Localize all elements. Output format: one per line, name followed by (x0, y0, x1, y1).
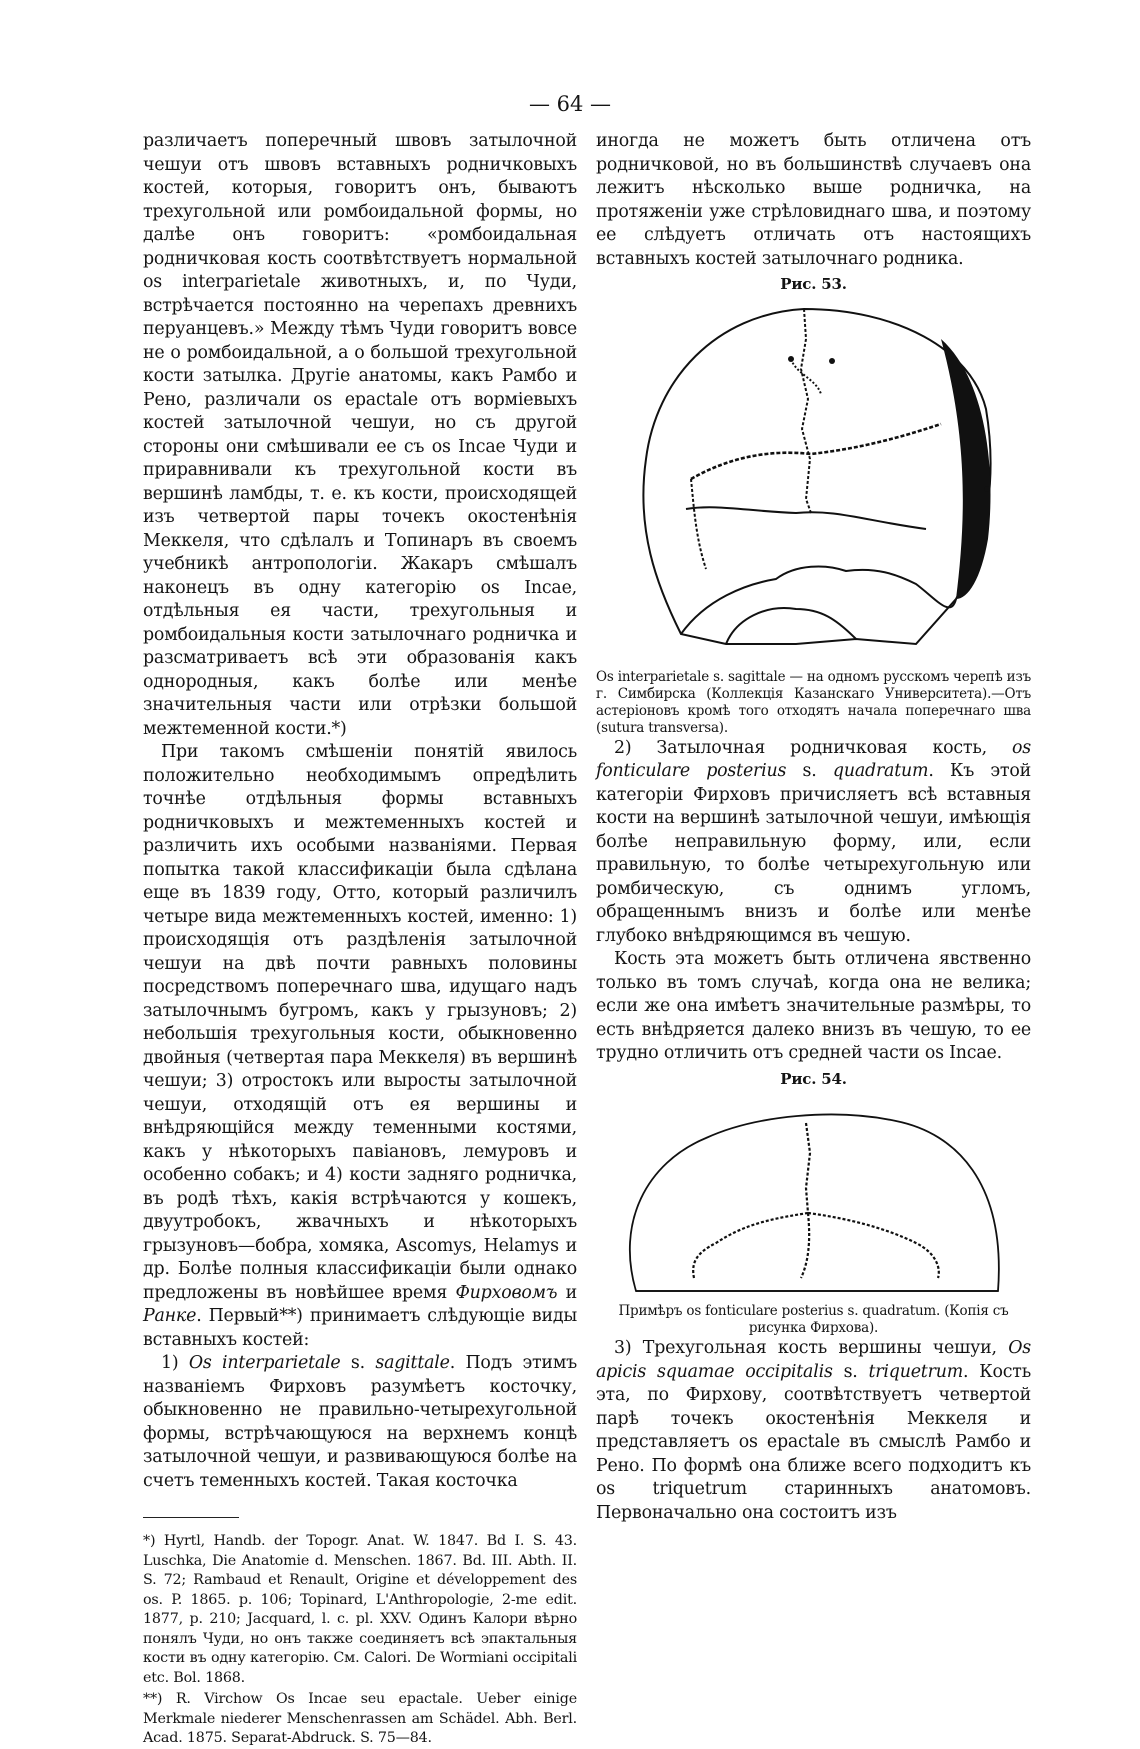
ranke-name: Ранке (143, 1306, 197, 1326)
figure-53-caption: Os interparietale s. sagittale — на одномъ русскомъ черепѣ изъ г. Симбирска (Коллекція Казанскаго Университета).—Отъ астеріоновъ кромѣ того отходятъ начала поперечнаго шва (sutura transversa). (596, 668, 1031, 736)
figure-53-label: Рис. 53. (780, 275, 847, 293)
figure-54-caption: Примѣръ os fonticulare posterius s. quadratum. (Копія съ рисунка Фирхова). (618, 1303, 1009, 1336)
left-paragraph-2: При такомъ смѣшеніи понятій явилось положительно необходимымъ опредѣлить точнѣе отдѣльныя формы вставныхъ родничковыхъ и межтеменныхъ костей и различить ихъ особыми названіями. Первая попытка такой классификаціи была сдѣлана еще въ 1839 году, Отто, который различилъ четыре вида межтеменныхъ костей, именно: 1) происходящія отъ раздѣленія затылочной чешуи на двѣ почти равныхъ половины посредствомъ поперечнаго шва, идущаго надъ затылочнымъ бугромъ, какъ у грызуновъ; 2) небольшія трехугольныя кости, обыкновенно двойныя (четвертая пара Меккеля) въ вершинѣ чешуи; 3) отростокъ или выросты затылочной чешуи, отходящій отъ ея вершины и внѣдряющійся между теменными костями, какъ у нѣкоторыхъ павіановъ, лемуровъ и особенно собакъ; и 4) кости задняго родничка, въ родѣ тѣхъ, какія встрѣчаются у кошекъ, двуутробокъ, жвачныхъ и нѣкоторыхъ грызуновъ—бобра, хомяка, Ascomys, Helamys и др. Болѣе полныя классификаціи были однако предложены въ новѣйшее время Фирховомъ и Ранке. Первый**) принимаетъ слѣдующіе виды вставныхъ костей: (143, 742, 577, 1350)
right-column (596, 130, 1031, 1525)
footnote-divider (143, 1517, 239, 1518)
figure-54-label: Рис. 54. (780, 1069, 847, 1088)
right-paragraph-3: Кость эта можетъ быть отличена явственно только въ томъ случаѣ, когда она не велика; если же она имѣетъ значительные размѣры, то есть внѣдряется далеко внизъ въ чешую, то ее трудно отличить отъ средней части os Incae. (596, 949, 1031, 1063)
left-paragraph-3: 1) Os interparietale s. sagittale. Подъ этимъ названіемъ Фирховъ разумѣетъ косточку, обыкновенно не правильно-четырехугольной формы, встрѣчающуюся на верхнемъ концѣ затылочной чешуи, и развивающуюся болѣе на счетъ теменныхъ костей. Такая косточка (143, 1353, 578, 1491)
right-paragraph-1: иногда не можетъ быть отличена отъ родничковой, но въ большинствѣ случаевъ она лежитъ нѣсколько выше родничка, на протяженіи уже стрѣловиднаго шва, и поэтому ее слѣдуетъ отличать отъ настоящихъ вставныхъ костей затылочнаго родника. (596, 131, 1031, 269)
left-paragraph-1: различаетъ поперечный швовъ затылочной чешуи отъ швовъ вставныхъ родничковыхъ костей, которыя, говоритъ онъ, бываютъ трехугольной или ромбоидальной формы, но далѣе онъ говоритъ: «ромбоидальная родничковая кость соотвѣтствуетъ нормальной os interparietale животныхъ, и, по Чуди, встрѣчается постоянно на черепахъ древнихъ перуанцевъ.» Между тѣмъ Чуди говоритъ вовсе не о ромбоидальной, а о большой трехугольной кости затылка. Другіе анатомы, какъ Рамбо и Рено, различали os epactale отъ ворміевыхъ костей затылочной чешуи, но съ другой стороны они смѣшивали ее съ os Incae Чуди и приравнивали къ трехугольной кости въ вершинѣ ламбды, т. е. къ кости, происходящей изъ четвертой пары точекъ окостенѣнія Меккеля, что сдѣлалъ и Топинаръ въ своемъ учебникѣ антропологіи. Жакаръ смѣшалъ наконецъ въ одну категорію os Incae, отдѣльныя ея части, трехугольныя и ромбоидальныя кости затылочнаго родничка и разсматриваетъ всѣ эти образованія какъ однородныя, какъ болѣе или менѣе значительныя части или отрѣзки большой межтеменной кости.*) (143, 131, 577, 739)
figure-53-skull-illustration (596, 299, 1031, 669)
right-paragraph-2: 2) Затылочная родничковая кость, os fonticulare posterius s. quadratum. Къ этой категоріи Фирховъ причисляетъ всѣ вставныя кости на вершинѣ затылочной чешуи, имѣющія болѣе неправильную форму, или, если правильную, то болѣе четырехугольную или ромбическую, съ однимъ угломъ, обращеннымъ внизъ и болѣе или менѣе глубоко внѣдряющимся въ чешую. (596, 737, 1031, 946)
left-column (143, 130, 577, 1749)
footnote-2: **) R. Virchow Os Incae seu epactale. Ueber einige Merkmale niederer Menschenrassen am Schädel. Abh. Berl. Acad. 1875. Separat-Abdruck. S. 75—84. (143, 1691, 577, 1746)
figure-54-bone-diagram (596, 1093, 1031, 1303)
page-number: — 64 — (528, 92, 612, 116)
right-paragraph-4: 3) Трехугольная кость вершины чешуи, Os apicis squamae occipitalis s. triquetrum. Кость эта, по Фирхову, соотвѣтствуетъ четвертой парѣ точекъ окостенѣнія Меккеля и представляетъ os epactale въ смыслѣ Рамбо и Рено. По формѣ она ближе всего подходитъ къ os triquetrum старинныхъ анатомовъ. Первоначально она состоитъ изъ (596, 1338, 1031, 1523)
virchow-name: Фирховомъ (455, 1282, 558, 1303)
footnote-1: *) Hyrtl, Handb. der Topogr. Anat. W. 1847. Bd I. S. 43. Luschka, Die Anatomie d. Menschen. 1867. Bd. III. Abth. II. S. 72; Rambaud et Renault, Origine et développement des os. P. 1865. p. 106; Topinard, L'Anthropologie, 2-me edit. 1877, p. 210; Jacquard, l. c. pl. XXV. Одинъ Калори вѣрно понялъ Чуди, но онъ также соединяетъ всѣ эпактальныя кости въ одну категорію. См. Calori. De Wormiani occipitali etc. Bol. 1868. (143, 1533, 577, 1686)
